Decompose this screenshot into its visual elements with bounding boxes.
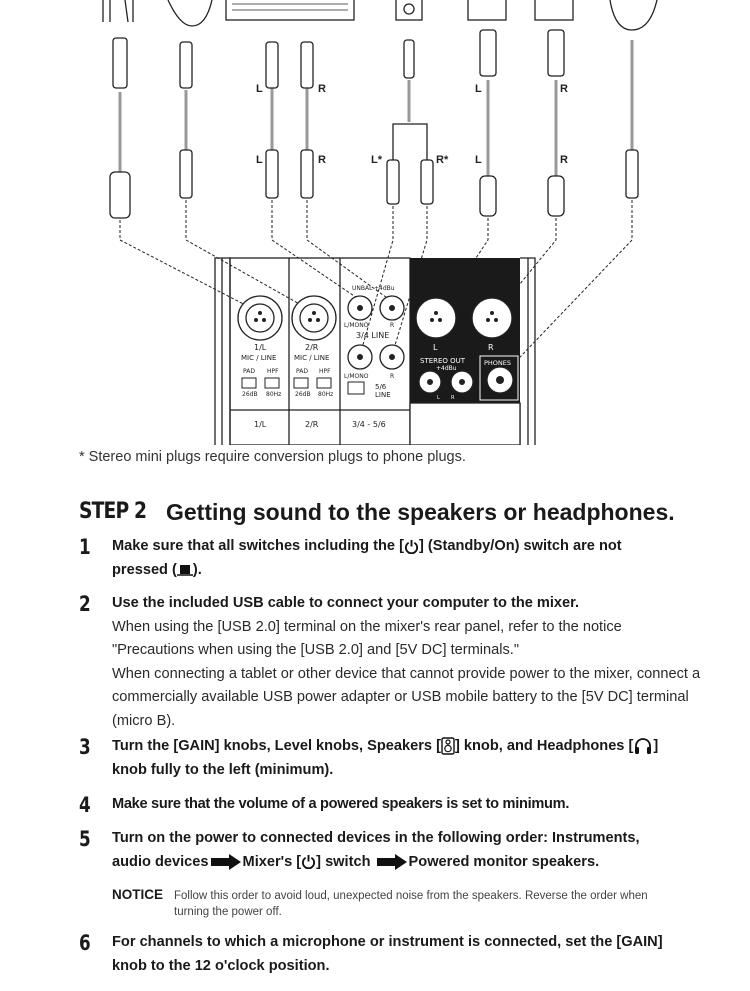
panel-label: STEREO OUT xyxy=(420,357,466,365)
item-text: Turn the [GAIN] knobs, Level knobs, Speakers [ xyxy=(112,738,441,754)
panel-label: 26dB xyxy=(242,391,258,398)
item-text: ). xyxy=(192,561,202,578)
panel-label: HPF xyxy=(267,368,279,375)
cable-label: L xyxy=(256,154,263,166)
panel-label: +4dBu xyxy=(436,365,457,372)
panel-label: 2/R xyxy=(305,420,319,429)
item-text: pressed ( xyxy=(112,561,177,578)
item-number: 1 xyxy=(79,535,91,559)
panel-label: R xyxy=(488,343,494,352)
panel-label: HPF xyxy=(319,368,331,375)
item-text: ] knob, and Headphones [ xyxy=(454,738,634,754)
cable-label: R xyxy=(560,154,568,166)
item-body-text: When connecting a tablet or other device that cannot provide power to the mixer, connect a commercially available USB power adapter or USB mobile battery to the [5V DC] terminal (micro B). xyxy=(112,665,701,729)
power-icon xyxy=(404,539,419,554)
item-lead: Use the included USB cable to connect your computer to the mixer. xyxy=(112,595,580,611)
cable-label: R xyxy=(560,83,568,95)
panel-label: L/MONO xyxy=(344,322,369,329)
cable-label: L xyxy=(475,83,482,95)
panel-label: 2/R xyxy=(305,343,319,352)
panel-label: 80Hz xyxy=(266,391,282,398)
cable-label: L xyxy=(475,154,482,166)
panel-label: L/MONO xyxy=(344,373,369,380)
cable-label: R xyxy=(318,83,326,95)
cable-label: L* xyxy=(371,154,382,166)
item-number: 3 xyxy=(79,735,91,759)
panel-label: 5/6 LINE xyxy=(375,383,391,399)
panel-label: L xyxy=(433,343,438,352)
panel-label: L xyxy=(437,395,440,401)
arrow-right-icon xyxy=(211,854,241,870)
panel-label: R xyxy=(390,373,395,380)
item-text: Make sure that the volume of a powered speakers is set to minimum. xyxy=(112,796,570,812)
item-body-text: When using the [USB 2.0] terminal on the mixer's rear panel, refer to the notice "Precautions when using the [USB 2.0] and [5V DC] terminals." xyxy=(112,618,622,658)
headphones-icon xyxy=(633,737,653,755)
item-text: ] xyxy=(653,738,659,754)
step-label: STEP 2 xyxy=(79,499,147,524)
item-text: Make sure that all switches including the [ xyxy=(112,538,404,554)
item-text: Mixer's [ xyxy=(242,853,302,870)
panel-label: 1/L xyxy=(254,343,267,352)
item-text: Powered monitor speakers. xyxy=(408,853,600,870)
panel-label: 26dB xyxy=(295,391,311,398)
panel-label: +4dBu xyxy=(374,285,395,292)
notice-label: NOTICE xyxy=(112,887,164,902)
step-title: Getting sound to the speakers or headphones. xyxy=(166,499,675,525)
step-heading xyxy=(79,499,675,525)
cable-label: R* xyxy=(436,154,449,166)
power-icon xyxy=(301,854,316,869)
item-text: ] (Standby/On) switch are not xyxy=(418,538,622,554)
panel-label: MIC / LINE xyxy=(294,354,330,362)
item-text: ] switch xyxy=(316,853,371,870)
cable-label: R xyxy=(318,154,326,166)
notice-text: Follow this order to avoid loud, unexpected noise from the speakers. Reverse the order when turning the power off. xyxy=(174,890,648,918)
panel-label: R xyxy=(390,322,395,329)
panel-label: PHONES xyxy=(484,359,512,367)
item-number: 6 xyxy=(79,931,91,955)
switch-pressed-icon xyxy=(177,563,193,577)
item-number: 5 xyxy=(79,827,91,851)
item-text: audio devices xyxy=(112,853,209,870)
panel-label: MIC / LINE xyxy=(241,354,277,362)
panel-label: PAD xyxy=(243,368,255,375)
panel-label: PAD xyxy=(296,368,308,375)
panel-label: UNBAL xyxy=(352,285,373,292)
panel-label: 1/L xyxy=(254,420,267,429)
mixer-panel-labels xyxy=(0,0,750,445)
item-number: 4 xyxy=(79,793,91,817)
panel-label: 3/4 LINE xyxy=(356,331,390,340)
item-text: Turn on the power to connected devices in the following order: Instruments, xyxy=(112,830,640,846)
footnote: * Stereo mini plugs require conversion plugs to phone plugs. xyxy=(79,449,466,465)
panel-label: 80Hz xyxy=(318,391,334,398)
arrow-right-icon xyxy=(377,854,407,870)
item-text: knob to the 12 o'clock position. xyxy=(112,957,330,974)
cable-label: L xyxy=(256,83,263,95)
speaker-icon xyxy=(441,737,455,755)
item-text: For channels to which a microphone or instrument is connected, set the [GAIN] xyxy=(112,934,663,950)
panel-label: 3/4 - 5/6 xyxy=(352,420,386,429)
panel-label: R xyxy=(451,395,455,401)
item-number: 2 xyxy=(79,592,91,616)
item-text: knob fully to the left (minimum). xyxy=(112,761,334,778)
